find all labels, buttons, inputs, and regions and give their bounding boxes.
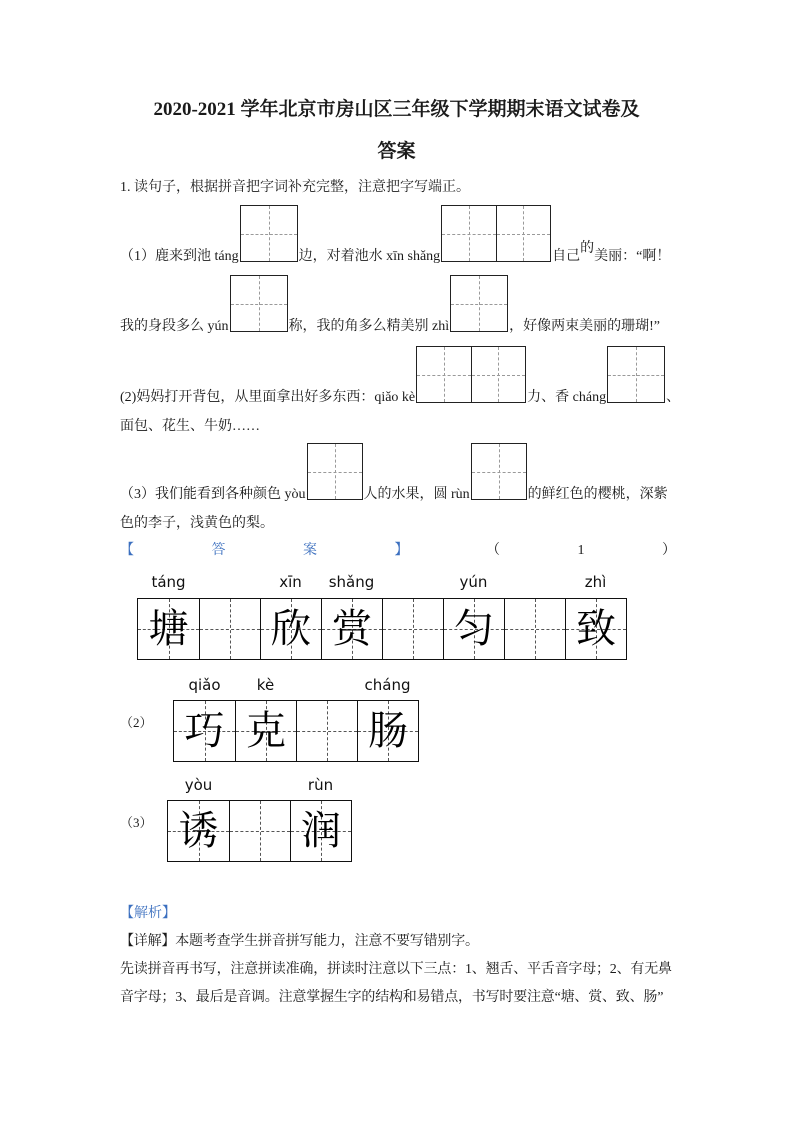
answer-cell — [199, 599, 260, 659]
pinyin-label: yún — [459, 573, 488, 591]
writing-box-run — [471, 443, 527, 500]
document-title-continued: 答案 — [377, 141, 416, 162]
grid-cell — [472, 444, 526, 499]
analysis-line: 音字母；3、最后是音调。注意掌握生字的结构和易错点，书写时要注意“塘、赏、致、肠” — [120, 990, 664, 1005]
writing-box-chang — [607, 346, 665, 403]
answer-header-right-bracket: 】 — [394, 543, 409, 558]
pinyin-label: zhì — [584, 573, 607, 591]
answer-character: 致 — [576, 606, 616, 652]
sentence-text: 的鲜红色的樱桃，深紫 — [527, 487, 668, 502]
analysis-detail — [120, 934, 479, 950]
answer-cell — [565, 599, 626, 659]
writing-box-you — [307, 443, 363, 500]
question-1-part-2-line-2: 面包、花生、牛奶…… — [120, 419, 260, 434]
answer-3-label: （3） — [120, 815, 153, 830]
writing-box-zhi — [450, 275, 508, 332]
pinyin-label: qiǎo — [188, 676, 221, 694]
answer-cell — [443, 599, 504, 659]
sentence-text: 自己 — [552, 249, 581, 264]
answer-cell — [235, 701, 296, 761]
grid-cell — [471, 347, 526, 402]
answer-header-paren-open: （ — [486, 543, 500, 558]
answer-3-character-grid — [167, 800, 352, 862]
answer-cell — [296, 701, 357, 761]
sentence-text-raised: 的 — [580, 241, 595, 256]
grid-cell — [241, 206, 297, 261]
pinyin-label: rùn — [307, 776, 334, 794]
pinyin-label — [199, 573, 260, 591]
sentence-text: 人的水果，圆 rùn — [363, 487, 470, 502]
answer-character: 巧 — [184, 708, 225, 754]
answer-2-label: （2） — [120, 715, 153, 730]
pinyin-label: xīn — [279, 573, 302, 591]
pinyin-label: kè — [256, 676, 275, 694]
analysis-detail-text: 本题考查学生拼音拼写能力，注意不要写错别字。 — [175, 934, 479, 949]
answer-cell — [168, 801, 229, 861]
answer-character: 肠 — [368, 708, 408, 754]
answer-2-pinyin-row — [174, 676, 418, 694]
answer-header-number: 1 — [577, 543, 585, 558]
sentence-text: 力、香 cháng — [527, 390, 607, 405]
answer-header-word-2: 案 — [303, 543, 317, 558]
analysis-line: 先读拼音再书写，注意拼读准确，拼读时注意以下三点：1、翘舌、平舌音字母；2、有无鼻 — [120, 962, 672, 977]
question-1-part-2-line-1 — [120, 346, 680, 403]
answer-character: 克 — [246, 708, 286, 754]
answer-header — [120, 543, 676, 559]
answer-character: 欣 — [271, 606, 311, 652]
answer-cell — [382, 599, 443, 659]
answer-2-character-grid — [173, 700, 419, 762]
answer-cell — [321, 599, 382, 659]
answer-character: 润 — [301, 808, 341, 854]
sentence-text: (2)妈妈打开背包，从里面拿出好多东西：qiǎo kè — [120, 390, 416, 405]
grid-cell — [608, 347, 664, 402]
grid-cell — [417, 347, 471, 402]
answer-header-left-bracket: 【 — [120, 543, 134, 558]
sentence-text: （1）鹿来到池 táng — [120, 249, 239, 264]
grid-cell — [231, 276, 287, 331]
answer-1-pinyin-row — [138, 573, 626, 591]
answer-character: 诱 — [178, 808, 219, 854]
analysis-tag: 【解析】 — [120, 906, 176, 921]
pinyin-label: yòu — [184, 776, 213, 794]
sentence-text: 边，对着池水 xīn shǎng — [298, 249, 441, 264]
answer-character: 匀 — [454, 606, 494, 652]
question-1-prompt: 1. 读句子，根据拼音把字词补充完整，注意把字写端正。 — [120, 180, 470, 195]
analysis-detail-tag: 【详解】 — [120, 934, 176, 949]
pinyin-label: shǎng — [328, 573, 375, 591]
answer-cell — [229, 801, 290, 861]
document-title: 2020-2021 学年北京市房山区三年级下学期期末语文试卷及 — [153, 99, 640, 120]
grid-cell — [451, 276, 507, 331]
answer-cell — [504, 599, 565, 659]
pinyin-label: cháng — [364, 676, 411, 694]
answer-header-word-1: 答 — [211, 543, 226, 558]
pinyin-label — [504, 573, 565, 591]
writing-box-tang — [240, 205, 298, 262]
sentence-text: 美丽：“啊！ — [594, 249, 671, 264]
answer-3-pinyin-row — [168, 776, 351, 794]
answer-1-character-grid — [137, 598, 627, 660]
writing-box-qiaoke — [416, 346, 526, 403]
question-1-part-3-line-1 — [120, 443, 668, 500]
answer-header-paren-close: ） — [662, 543, 676, 558]
pinyin-label — [229, 776, 290, 794]
sentence-text: 、 — [666, 390, 681, 405]
answer-cell — [290, 801, 351, 861]
grid-cell — [496, 206, 551, 261]
sentence-text: （3）我们能看到各种颜色 yòu — [120, 487, 306, 502]
grid-cell — [308, 444, 362, 499]
grid-cell — [442, 206, 496, 261]
sentence-text: 我的身段多么 yún — [120, 319, 229, 334]
sentence-text: ，好像两束美丽的珊瑚!” — [509, 319, 660, 334]
answer-cell — [174, 701, 235, 761]
sentence-text: 称，我的角多么精美别 zhì — [288, 319, 450, 334]
writing-box-yun — [230, 275, 288, 332]
answer-cell — [260, 599, 321, 659]
pinyin-label — [296, 676, 357, 694]
answer-cell — [357, 701, 418, 761]
question-1-part-3-line-2: 色的李子，浅黄色的梨。 — [120, 516, 274, 531]
writing-box-xinshang — [441, 205, 551, 262]
answer-cell — [138, 599, 199, 659]
answer-character: 赏 — [332, 606, 372, 652]
answer-character: 塘 — [148, 606, 189, 652]
question-1-part-1-line-2 — [120, 275, 660, 332]
pinyin-label: táng — [151, 573, 186, 591]
question-1-part-1-line-1 — [120, 205, 670, 262]
pinyin-label — [382, 573, 443, 591]
